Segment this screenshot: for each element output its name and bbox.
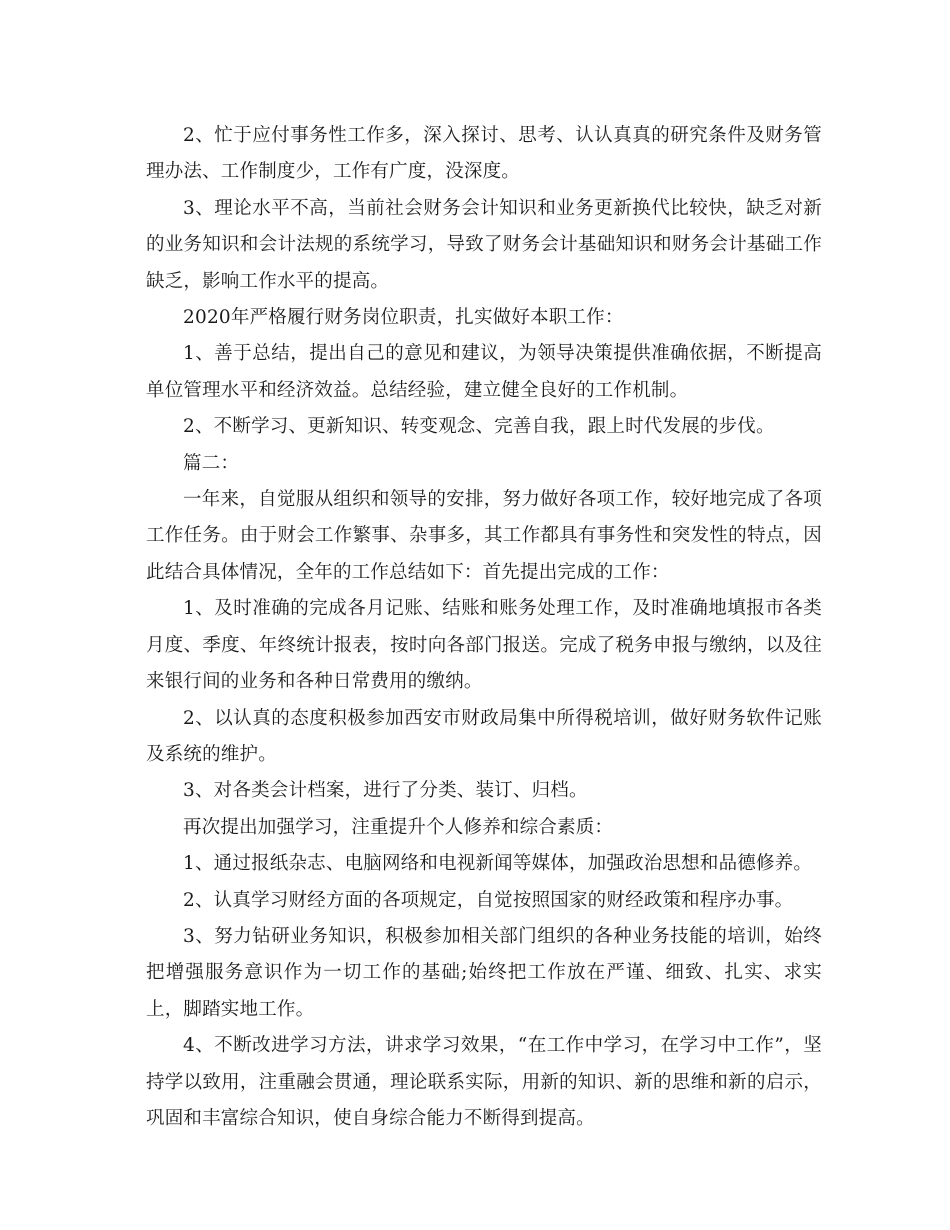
paragraph: 2、以认真的态度积极参加西安市财政局集中所得税培训，做好财务软件记账及系统的维护。: [146, 707, 822, 765]
paragraph: 3、对各类会计档案，进行了分类、装订、归档。: [183, 780, 588, 802]
paragraph: 2、认真学习财经方面的各项规定，自觉按照国家的财经政策和程序办事。: [183, 889, 794, 911]
paragraph: 4、不断改进学习方法，讲求学习效果，“在工作中学习，在学习中工作”，坚持学以致用，注重融会贯通，理论联系实际，用新的知识、新的思维和新的启示，巩固和丰富综合知识，使自身综合能力不断得到提高。: [146, 1035, 822, 1129]
paragraph: 1、善于总结，提出自己的意见和建议，为领导决策提供准确依据，不断提高单位管理水平和经济效益。总结经验，建立健全良好的工作机制。: [146, 343, 822, 401]
paragraph: 1、及时准确的完成各月记账、结账和账务处理工作，及时准确地填报市各类月度、季度、年终统计报表，按时向各部门报送。完成了税务申报与缴纳，以及往来银行间的业务和各种日常费用的缴纳。: [146, 598, 822, 693]
section-intro: 2020年严格履行财务岗位职责，扎实做好本职工作：: [183, 307, 624, 329]
document-body: [146, 118, 822, 1137]
paragraph: 2、不断学习、更新知识、转变观念、完善自我，跟上时代发展的步伐。: [183, 416, 775, 438]
paragraph: 2、忙于应付事务性工作多，深入探讨、思考、认认真真的研究条件及财务管理办法、工作制度少，工作有广度，没深度。: [146, 125, 822, 183]
paragraph: 1、通过报纸杂志、电脑网络和电视新闻等媒体，加强政治思想和品德修养。: [183, 853, 813, 875]
section-heading: 篇二：: [183, 452, 240, 474]
paragraph: 一年来，自觉服从组织和领导的安排，努力做好各项工作，较好地完成了各项工作任务。由于财会工作繁事、杂事多，其工作都具有事务性和突发性的特点，因此结合具体情况，全年的工作总结如下：首先提出完成的工作：: [146, 489, 822, 583]
paragraph: 3、理论水平不高，当前社会财务会计知识和业务更新换代比较快，缺乏对新的业务知识和会计法规的系统学习，导致了财务会计基础知识和财务会计基础工作缺乏，影响工作水平的提高。: [146, 197, 822, 292]
paragraph: 3、努力钻研业务知识，积极参加相关部门组织的各种业务技能的培训，始终把增强服务意识作为一切工作的基础;始终把工作放在严谨、细致、扎实、求实上，脚踏实地工作。: [146, 925, 822, 1020]
section-intro: 再次提出加强学习，注重提升个人修养和综合素质：: [183, 816, 614, 838]
